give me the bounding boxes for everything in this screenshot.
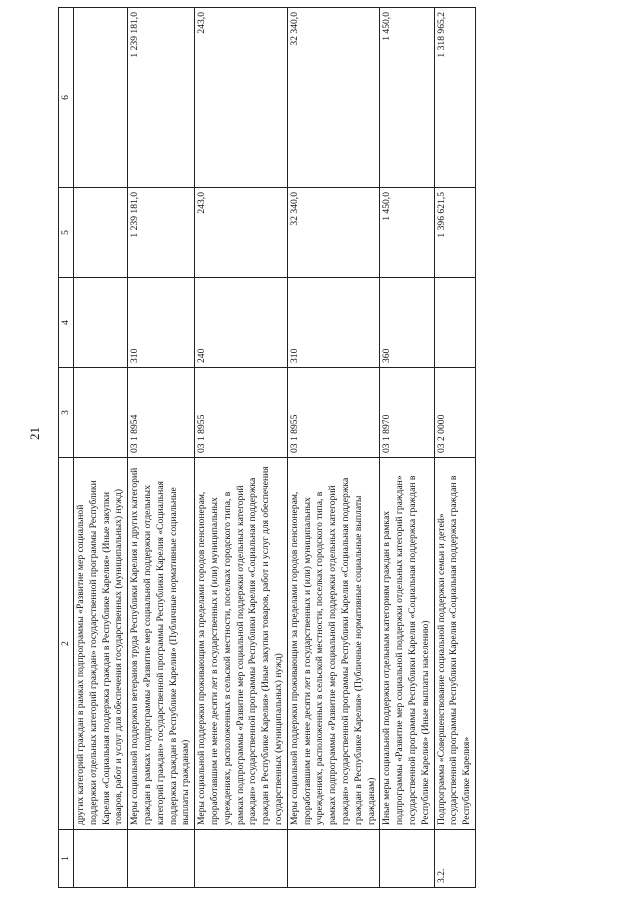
row-name: Меры социальной поддержки ветеранов труда Республики Карелия и других категорий граждан в рамках подпрограммы «Развитие мер социальной поддержки отдельных категорий граждан» государственной программы Республики Карелия «Социальная поддержка граждан в Республике Карелия» (Публичные нормативные социальные выплаты гражданам) [128,458,195,830]
column-header: 1 [59,830,74,888]
column-header: 3 [59,368,74,458]
row-name: Меры социальной поддержки проживающим за пределами городов пенсионерам, проработавшим не менее десяти лет в государственных и (или) муниципальных учреждениях, расположенных в сельской местности, поселках городского типа, в рамках подпрограммы «Развитие мер социальной поддержки отдельных категорий граждан» государственной программы Республики Карелия «Социальная поддержка граждан в Республике Карелия» (Иные закупки товаров, работ и услуг для обеспечения государственных (муниципальных) нужд) [195,458,288,830]
row-expense-type: 310 [128,278,195,368]
row-amount-col6: 1 450,0 [380,8,434,188]
table-row [74,8,128,888]
row-number [287,830,380,888]
row-code: 03 1 8954 [128,368,195,458]
row-amount-col6 [74,8,128,188]
row-expense-type [434,278,475,368]
column-header: 4 [59,278,74,368]
table-row [128,8,195,888]
row-number [74,830,128,888]
row-amount-col5: 1 450,0 [380,188,434,278]
row-amount-col5: 1 239 181,0 [128,188,195,278]
row-name: Иные меры социальной поддержки отдельным категориям граждан в рамках подпрограммы «Развитие мер социальной поддержки отдельных категорий граждан» государственной программы Республики Карелия «Социальная поддержка граждан в Республике Карелия» (Иные выплаты населению) [380,458,434,830]
row-expense-type: 240 [195,278,288,368]
row-expense-type: 360 [380,278,434,368]
table-row [195,8,288,888]
row-code [74,368,128,458]
row-code: 03 1 8970 [380,368,434,458]
row-amount-col6: 1 318 965,2 [434,8,475,188]
table-row [434,8,475,888]
table-row [380,8,434,888]
budget-table [58,7,476,888]
row-number [195,830,288,888]
table-row [287,8,380,888]
row-expense-type [74,278,128,368]
row-number [380,830,434,888]
row-amount-col5: 1 396 621,5 [434,188,475,278]
row-amount-col5 [74,188,128,278]
row-code: 03 2 0000 [434,368,475,458]
row-number: 3.2. [434,830,475,888]
rotated-page [58,8,638,888]
row-amount-col6: 243,0 [195,8,288,188]
row-number [128,830,195,888]
page-number: 21 [27,427,42,440]
column-header: 5 [59,188,74,278]
row-amount-col5: 32 340,0 [287,188,380,278]
column-header: 2 [59,458,74,830]
row-amount-col6: 1 239 181,0 [128,8,195,188]
row-amount-col5: 243,0 [195,188,288,278]
column-header: 6 [59,8,74,188]
row-amount-col6: 32 340,0 [287,8,380,188]
row-name: Подпрограмма «Совершенствование социальной поддержки семьи и детей» государственной программы Республики Карелия «Социальная поддержка граждан в Республике Карелия» [434,458,475,830]
row-expense-type: 310 [287,278,380,368]
row-name: Меры социальной поддержки проживающим за пределами городов пенсионерам, проработавшим не менее десяти лет в государственных и (или) муниципальных учреждениях, расположенных в сельской местности, поселках городского типа, в рамках подпрограммы «Развитие мер социальной поддержки отдельных категорий граждан» государственной программы Республики Карелия «Социальная поддержка граждан в Республике Карелия» (Публичные нормативные социальные выплаты гражданам) [287,458,380,830]
row-name: других категорий граждан в рамках подпрограммы «Развитие мер социальной поддержки отдельных категорий граждан» государственной программы Республики Карелия «Социальная поддержка граждан в Республике Карелия» (Иные закупки товаров, работ и услуг для обеспечения государственных (муниципальных) нужд) [74,458,128,830]
column-number-row [59,8,74,888]
row-code: 03 1 8955 [195,368,288,458]
row-code: 03 1 8955 [287,368,380,458]
